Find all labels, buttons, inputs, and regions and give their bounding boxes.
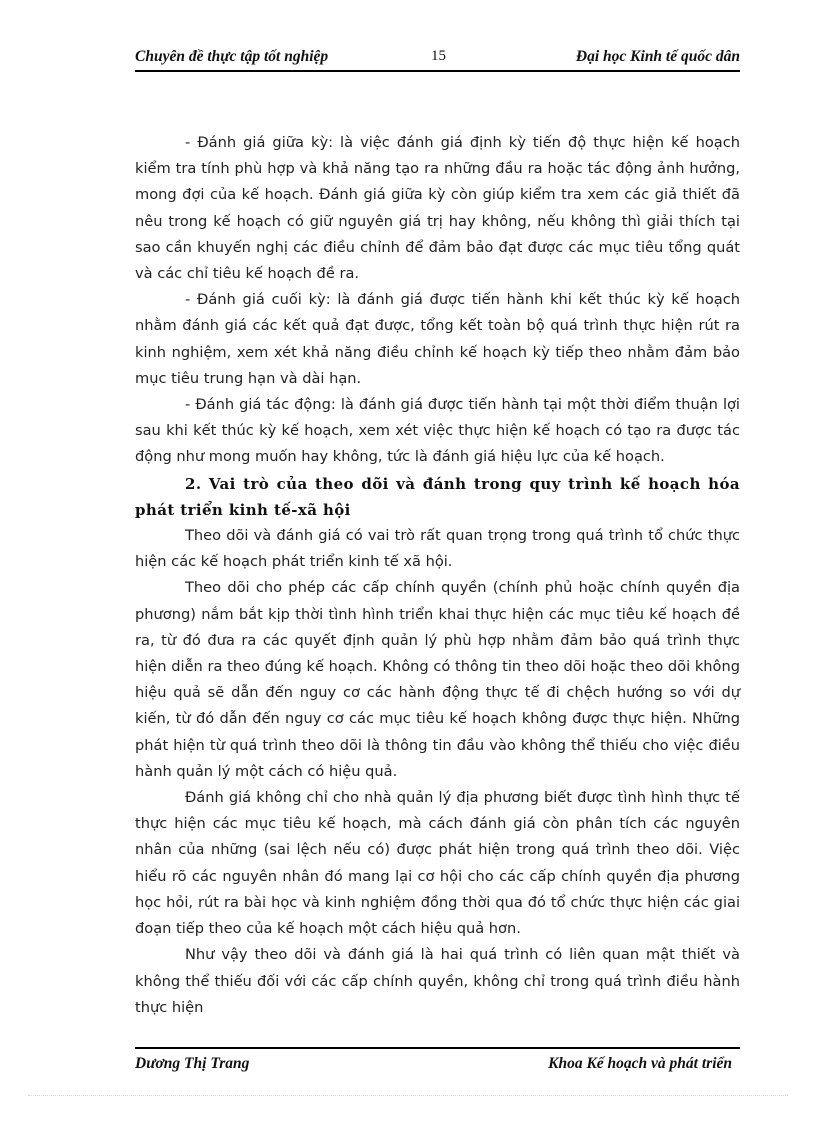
- page-header: [135, 48, 740, 70]
- page-footer: [135, 1055, 732, 1077]
- paragraph-monitoring-role: Theo dõi cho phép các cấp chính quyền (chính phủ hoặc chính quyền địa phương) nắm bắt kịp thời tình hình triển khai thực hiện các mục tiêu kế hoạch đề ra, từ đó đưa ra các quyết định quản lý phù hợp nhằm đảm bảo quá trình thực hiện diễn ra theo đúng kế hoạch. Không có thông tin theo dõi hoặc theo dõi không hiệu quả sẽ dẫn đến nguy cơ các hành động thực tế đi chệch hướng so với dự kiến, từ đó dẫn đến nguy cơ các mục tiêu kế hoạch không được thực hiện. Những phát hiện từ quá trình theo dõi là thông tin đầu vào không thể thiếu cho việc điều hành quản lý một cách có hiệu quả.: [135, 579, 740, 780]
- footer-rule: [135, 1047, 740, 1049]
- header-university: Đại học Kinh tế quốc dân: [575, 48, 740, 65]
- paragraph-conclusion: Như vậy theo dõi và đánh giá là hai quá trình có liên quan mật thiết và không thể thiếu đối với các cấp chính quyền, không chỉ trong quá trình điều hành thực hiện: [135, 946, 740, 1016]
- paragraph-final-evaluation: - Đánh giá cuối kỳ: là đánh giá được tiến hành khi kết thúc kỳ kế hoạch nhằm đánh giá các kết quả đạt được, tổng kết toàn bộ quá trình thực hiện rút ra kinh nghiệm, xem xét khả năng điều chỉnh kế hoạch kỳ tiếp theo nhằm đảm bảo mục tiêu trung hạn và dài hạn.: [135, 291, 740, 387]
- footer-faculty: Khoa Kế hoạch và phát triển: [548, 1055, 732, 1072]
- paragraph-role-intro: Theo dõi và đánh giá có vai trò rất quan trọng trong quá trình tổ chức thực hiện các kế hoạch phát triển kinh tế xã hội.: [135, 527, 740, 571]
- section-heading: 2. Vai trò của theo dõi và đánh trong quy trình kế hoạch hóa phát triển kinh tế-xã hội: [135, 474, 740, 519]
- footer-author: Dương Thị Trang: [135, 1055, 250, 1072]
- paragraph-impact-evaluation: - Đánh giá tác động: là đánh giá được tiến hành tại một thời điểm thuận lợi sau khi kết thúc kỳ kế hoạch, xem xét việc thực hiện kế hoạch có tạo ra được tác động như mong muốn hay không, tức là đánh giá hiệu lực của kế hoạch.: [135, 396, 740, 466]
- header-thesis-title: Chuyên đề thực tập tốt nghiệp: [135, 48, 329, 65]
- header-rule: [135, 70, 740, 72]
- header-page-number: 15: [431, 48, 446, 64]
- paragraph-evaluation-role: Đánh giá không chỉ cho nhà quản lý địa phương biết được tình hình thực tế thực hiện các mục tiêu kế hoạch, mà cách đánh giá còn phân tích các nguyên nhân của những (sai lệch nếu có) được phát hiện trong quá trình theo dõi. Việc hiểu rõ các nguyên nhân đó mang lại cơ hội cho các cấp chính quyền địa phương học hỏi, rút ra bài học và kinh nghiệm đồng thời qua đó tổ chức thực hiện các giai đoạn tiếp theo của kế hoạch một cách hiệu quả hơn.: [135, 789, 740, 938]
- page-edge-dotted-line: [28, 1095, 788, 1096]
- document-body: [135, 130, 740, 1021]
- paragraph-midterm-evaluation: - Đánh giá giữa kỳ: là việc đánh giá định kỳ tiến độ thực hiện kế hoạch kiểm tra tính phù hợp và khả năng tạo ra những đầu ra hoặc tác động ảnh hưởng, mong đợi của kế hoạch. Đánh giá giữa kỳ còn giúp kiểm tra xem các giả thiết đã nêu trong kế hoạch có giữ nguyên giá trị hay không, nếu không thì giải thích tại sao cần khuyến nghị các điều chỉnh để đảm bảo đạt được các mục tiêu tổng quát và các chỉ tiêu kế hoạch đề ra.: [135, 134, 740, 283]
